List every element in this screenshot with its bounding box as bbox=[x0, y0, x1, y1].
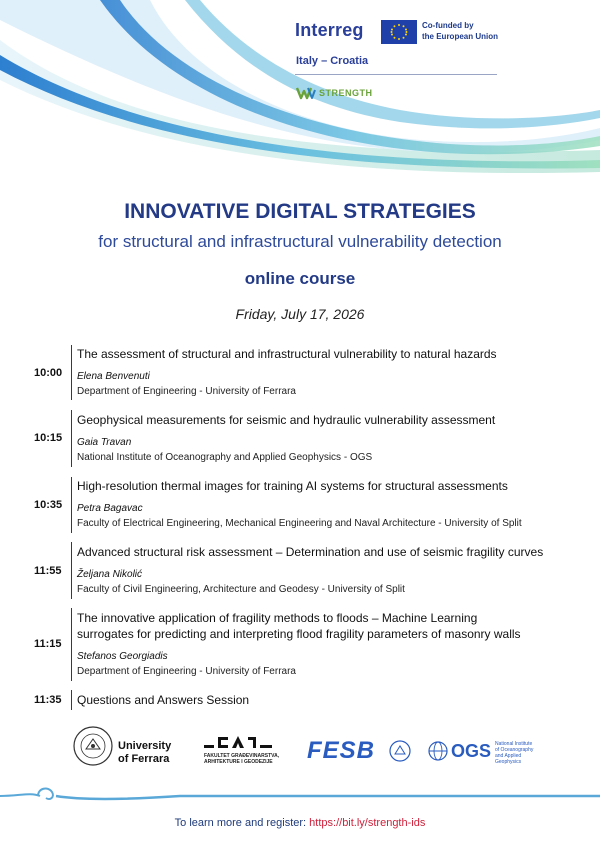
ogs-sub-line-2: of Oceanography bbox=[495, 747, 534, 753]
session-time: 11:15 bbox=[34, 638, 62, 650]
register-link[interactable]: https://bit.ly/strength-ids bbox=[309, 817, 426, 829]
gradjevinarstvo-logo-text bbox=[204, 753, 279, 765]
session-speaker: Stefanos Georgiadis bbox=[77, 651, 168, 662]
project-name: STRENGTH bbox=[319, 88, 373, 98]
session-title: Geophysical measurements for seismic and hydraulic vulnerability assessment bbox=[77, 413, 496, 427]
session-time: 10:35 bbox=[34, 499, 63, 511]
ferrara-line-2: of Ferrara bbox=[118, 753, 170, 765]
event-date: Friday, July 17, 2026 bbox=[235, 306, 365, 322]
eu-flag-icon bbox=[381, 20, 417, 44]
session-title: High-resolution thermal images for training AI systems for structural assessments bbox=[77, 479, 508, 493]
session-affiliation: National Institute of Oceanography and Applied Geophysics - OGS bbox=[77, 452, 373, 463]
session-affiliation: Department of Engineering - University of Ferrara bbox=[77, 386, 296, 397]
session-title-line-1: The innovative application of fragility methods to floods – Machine Learning bbox=[77, 611, 478, 625]
footer-wave-graphic bbox=[0, 782, 600, 806]
session-speaker: Željana Nikolić bbox=[77, 569, 143, 580]
session-speaker: Gaia Travan bbox=[77, 437, 132, 448]
session-divider bbox=[71, 690, 72, 710]
session-divider bbox=[71, 542, 72, 599]
ogs-sub-line-1: National Institute bbox=[495, 741, 533, 747]
session-speaker: Elena Benvenuti bbox=[77, 371, 150, 382]
page-subtitle: for structural and infrastructural vulnerability detection bbox=[98, 232, 502, 251]
ogs-logo-subtitle bbox=[495, 741, 533, 765]
session-title-line-2: surrogates for predicting and interpreting flood fragility parameters of masonry walls bbox=[77, 627, 521, 641]
fesb-emblem-icon bbox=[389, 740, 411, 762]
session-divider bbox=[71, 345, 72, 400]
session-divider bbox=[71, 410, 72, 467]
register-line bbox=[0, 817, 600, 829]
header-divider bbox=[295, 74, 497, 75]
fesb-logo: FESB bbox=[307, 737, 376, 764]
ogs-sub-line-4: Geophysics bbox=[495, 759, 522, 765]
session-title: The assessment of structural and infrastructural vulnerability to natural hazards bbox=[77, 347, 497, 361]
ogs-globe-icon bbox=[428, 741, 448, 761]
ferrara-logo-text bbox=[118, 740, 171, 766]
course-type: online course bbox=[244, 269, 356, 288]
program-name: Italy – Croatia bbox=[296, 55, 369, 67]
university-of-ferrara-seal-icon bbox=[72, 725, 114, 767]
session-time: 10:00 bbox=[34, 367, 63, 379]
session-time: 11:35 bbox=[34, 694, 62, 706]
interreg-logo-text: Interreg bbox=[295, 20, 364, 40]
session-speaker: Petra Bagavac bbox=[77, 503, 143, 514]
session-title: Advanced structural risk assessment – Determination and use of seismic fragility curves bbox=[77, 545, 544, 559]
session-affiliation: Faculty of Civil Engineering, Architecture and Geodesy - University of Split bbox=[77, 584, 405, 595]
session-title: Questions and Answers Session bbox=[77, 693, 250, 707]
session-time: 10:15 bbox=[34, 432, 63, 444]
ferrara-line-1: University bbox=[118, 740, 172, 752]
register-text: To learn more and register: bbox=[174, 817, 307, 829]
page-title: INNOVATIVE DIGITAL STRATEGIES bbox=[124, 200, 476, 223]
session-time: 11:55 bbox=[34, 565, 62, 577]
cofunded-line-1: Co-funded by bbox=[422, 21, 474, 30]
cofunded-line-2: the European Union bbox=[422, 32, 498, 41]
ogs-logo: OGS bbox=[451, 741, 492, 761]
strength-logo-icon bbox=[296, 86, 316, 100]
gradjevinarstvo-line-1: FAKULTET GRAĐEVINARSTVA, bbox=[204, 753, 280, 759]
cofunded-text bbox=[422, 20, 498, 42]
ogs-sub-line-3: and Applied bbox=[495, 753, 522, 759]
session-divider bbox=[71, 608, 72, 681]
gradjevinarstvo-logo-icon bbox=[204, 735, 272, 749]
session-affiliation: Faculty of Electrical Engineering, Mechanical Engineering and Naval Architecture - University of Split bbox=[77, 518, 522, 529]
session-divider bbox=[71, 477, 72, 533]
gradjevinarstvo-line-2: ARHITEKTURE I GEODEZIJE bbox=[204, 759, 273, 765]
session-affiliation: Department of Engineering - University of Ferrara bbox=[77, 666, 296, 677]
